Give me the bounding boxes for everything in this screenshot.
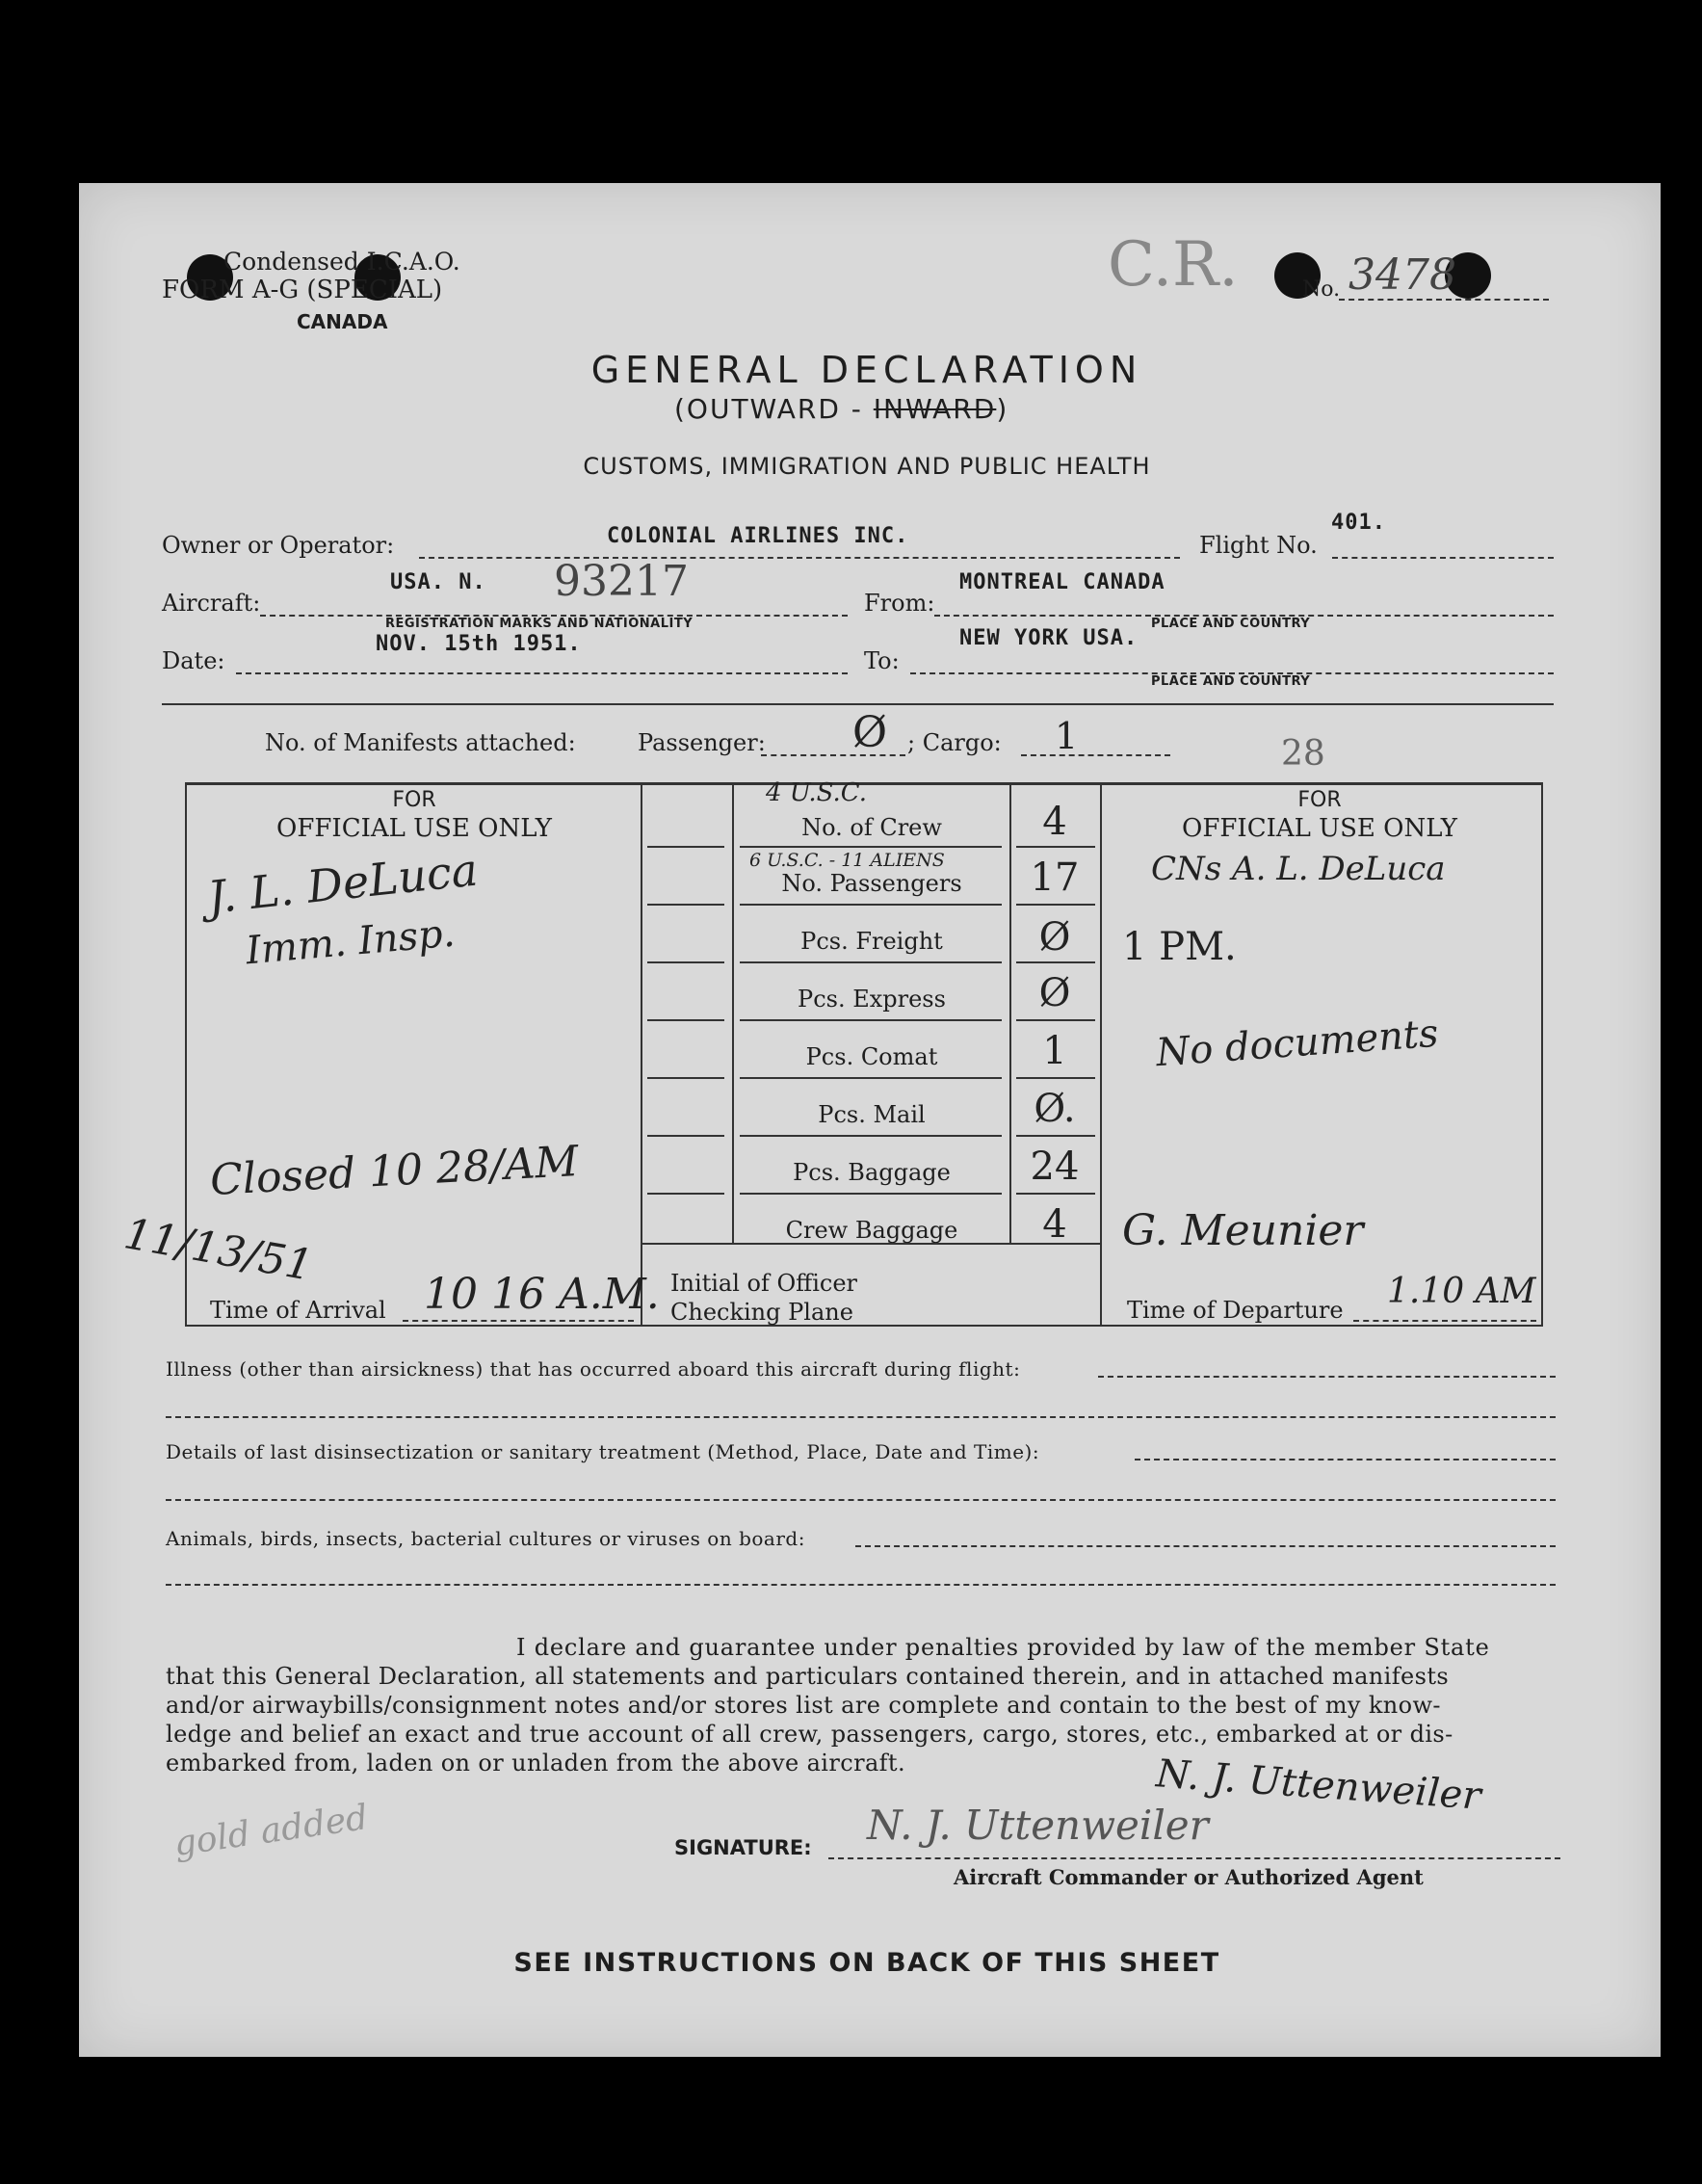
crew-note: 4 U.S.C.	[766, 778, 867, 807]
row-label-crew-baggage: Crew Baggage	[785, 1217, 958, 1244]
value-rule-7	[1016, 1193, 1095, 1195]
left-official-title: OFFICIAL USE ONLY	[276, 814, 552, 843]
row-label-comat: Pcs. Comat	[805, 1043, 938, 1070]
table-divider-2	[732, 782, 734, 1243]
row-label-mail: Pcs. Mail	[818, 1101, 926, 1128]
arrival-line	[403, 1320, 634, 1322]
manifests-label: No. of Manifests attached:	[265, 729, 576, 756]
row-label-passengers: No. Passengers	[781, 870, 962, 897]
registration-caption: REGISTRATION MARKS AND NATIONALITY	[385, 617, 694, 631]
officer-rule	[641, 1243, 1101, 1245]
row-label-freight: Pcs. Freight	[800, 928, 943, 955]
margin-note: gold added	[171, 1798, 371, 1864]
row-value-express: Ø	[1038, 971, 1071, 1015]
flight-value: 401.	[1331, 511, 1386, 535]
left-officer-title: Imm. Insp.	[244, 910, 458, 974]
form-number-label: No.	[1302, 277, 1341, 302]
right-officer-signature-2: G. Meunier	[1122, 1206, 1364, 1255]
title-outward: (OUTWARD -	[674, 393, 863, 425]
disinsect-line-1	[1135, 1459, 1556, 1460]
title-direction	[674, 393, 1008, 425]
blank-col-line-1	[647, 846, 724, 848]
blank-col-line-6	[647, 1135, 724, 1137]
form-number-value: 3478	[1349, 250, 1456, 300]
date-stamp-note: 11/13/51	[120, 1209, 317, 1291]
row-rule-7	[740, 1193, 1002, 1195]
owner-label: Owner or Operator:	[162, 532, 395, 559]
disinsect-line-2	[166, 1499, 1556, 1501]
value-rule-3	[1016, 961, 1095, 963]
title-inward: INWARD	[873, 393, 997, 425]
departure-value: 1.10 AM	[1387, 1272, 1536, 1311]
signature-caption: Aircraft Commander or Authorized Agent	[954, 1865, 1424, 1889]
passenger-label: Passenger:	[638, 729, 766, 756]
animals-line-2	[166, 1584, 1556, 1586]
disinsect-label: Details of last disinsectization or sanitary treatment (Method, Place, Date and Time):	[166, 1440, 1040, 1463]
value-rule-1	[1016, 846, 1095, 848]
to-label: To:	[864, 647, 900, 674]
table-divider-1	[641, 782, 642, 1327]
right-officer-pm: 1 PM.	[1122, 925, 1237, 969]
value-rule-2	[1016, 904, 1095, 906]
cargo-line	[1021, 754, 1170, 756]
declaration-line-4: ledge and belief an exact and true account of all crew, passengers, cargo, stores, etc., embarked at or dis-	[166, 1721, 1453, 1748]
illness-line-1	[1098, 1376, 1556, 1378]
row-value-crew: 4	[1042, 800, 1067, 844]
value-rule-5	[1016, 1077, 1095, 1079]
closed-note: Closed 10 28/AM	[208, 1137, 580, 1205]
to-value: NEW YORK USA.	[959, 626, 1139, 650]
signature-label: SIGNATURE:	[674, 1836, 812, 1859]
aircraft-label: Aircraft:	[162, 590, 261, 617]
row-rule-5	[740, 1077, 1002, 1079]
departure-label: Time of Departure	[1127, 1297, 1344, 1324]
date-label: Date:	[162, 647, 225, 674]
right-officer-signature: CNs A. L. DeLuca	[1151, 850, 1446, 888]
illness-line-2	[166, 1416, 1556, 1418]
signature-hand-1: N. J. Uttenweiler	[1154, 1751, 1483, 1819]
row-value-mail: Ø.	[1034, 1087, 1076, 1131]
row-value-comat: 1	[1042, 1029, 1067, 1073]
form-condensed: Condensed I.C.A.O.	[223, 248, 460, 276]
declaration-line-5: embarked from, laden on or unladen from the above aircraft.	[166, 1750, 906, 1776]
signature-line	[828, 1857, 1560, 1859]
row-rule-6	[740, 1135, 1002, 1137]
from-caption: PLACE AND COUNTRY	[1151, 617, 1311, 631]
passenger-value: Ø	[852, 708, 888, 757]
row-rule-4	[740, 1019, 1002, 1021]
cargo-label: ; Cargo:	[907, 729, 1002, 756]
owner-line	[419, 557, 1180, 559]
arrival-label: Time of Arrival	[210, 1297, 386, 1324]
form-country: CANADA	[297, 310, 388, 333]
declaration-line-3: and/or airwaybills/consignment notes and/or stores list are complete and contain to the best of my know-	[166, 1692, 1441, 1719]
row-value-baggage: 24	[1030, 1145, 1080, 1189]
passenger-note: 6 U.S.C. - 11 ALIENS	[749, 850, 945, 871]
blank-col-line-5	[647, 1077, 724, 1079]
blank-col-line-4	[647, 1019, 724, 1021]
row-value-freight: Ø	[1038, 915, 1071, 960]
blank-col-line-7	[647, 1193, 724, 1195]
row-label-baggage: Pcs. Baggage	[793, 1159, 951, 1186]
owner-value: COLONIAL AIRLINES INC.	[607, 524, 909, 548]
right-official-for: FOR	[1297, 788, 1342, 812]
row-value-passengers: 17	[1030, 855, 1080, 900]
declaration-line-1: I declare and guarantee under penalties provided by law of the member State	[516, 1634, 1490, 1661]
title-close: )	[996, 393, 1009, 425]
row-label-express: Pcs. Express	[798, 986, 946, 1013]
row-rule-2	[740, 904, 1002, 906]
right-official-title: OFFICIAL USE ONLY	[1182, 814, 1457, 843]
instructions-footer: SEE INSTRUCTIONS ON BACK OF THIS SHEET	[513, 1948, 1220, 1978]
animals-line-1	[855, 1545, 1556, 1547]
stamp-cr: C.R.	[1108, 229, 1239, 301]
blank-col-line-2	[647, 904, 724, 906]
page-title: GENERAL DECLARATION	[590, 349, 1143, 391]
blank-col-line-3	[647, 961, 724, 963]
date-line	[236, 672, 848, 674]
table-divider-4	[1100, 782, 1102, 1327]
right-no-documents: No documents	[1154, 1011, 1440, 1076]
from-label: From:	[864, 590, 935, 617]
row-rule-3	[740, 961, 1002, 963]
form-number-line	[1339, 299, 1549, 301]
form-code: FORM A-G (SPECIAL)	[162, 276, 443, 304]
row-rule-1	[740, 846, 1002, 848]
departure-line	[1353, 1320, 1536, 1322]
value-rule-4	[1016, 1019, 1095, 1021]
left-official-for: FOR	[392, 788, 436, 812]
title-subtitle: CUSTOMS, IMMIGRATION AND PUBLIC HEALTH	[583, 453, 1151, 480]
arrival-value: 10 16 A.M.	[424, 1270, 660, 1319]
aircraft-hand-number: 93217	[554, 557, 689, 606]
flight-label: Flight No.	[1199, 532, 1318, 559]
row-label-crew: No. of Crew	[801, 814, 942, 841]
illness-label: Illness (other than airsickness) that has occurred aboard this aircraft during flight:	[166, 1357, 1021, 1381]
officer-label-2: Checking Plane	[670, 1299, 853, 1326]
left-officer-signature: J. L. DeLuca	[204, 843, 481, 924]
value-rule-6	[1016, 1135, 1095, 1137]
animals-label: Animals, birds, insects, bacterial cultures or viruses on board:	[166, 1527, 805, 1550]
from-value: MONTREAL CANADA	[959, 570, 1165, 594]
signature-hand-2: N. J. Uttenweiler	[867, 1802, 1209, 1849]
officer-label-1: Initial of Officer	[670, 1270, 858, 1297]
aircraft-value: USA. N.	[390, 570, 486, 594]
manifests-total-note: 28	[1281, 734, 1325, 774]
declaration-line-2: that this General Declaration, all statements and particulars contained therein, and in attached manifests	[166, 1663, 1450, 1690]
row-value-crew-baggage: 4	[1042, 1202, 1067, 1247]
flight-line	[1332, 557, 1554, 559]
to-caption: PLACE AND COUNTRY	[1151, 674, 1311, 689]
cargo-value: 1	[1055, 715, 1079, 757]
date-value: NOV. 15th 1951.	[376, 632, 582, 656]
header-rule	[162, 703, 1554, 705]
